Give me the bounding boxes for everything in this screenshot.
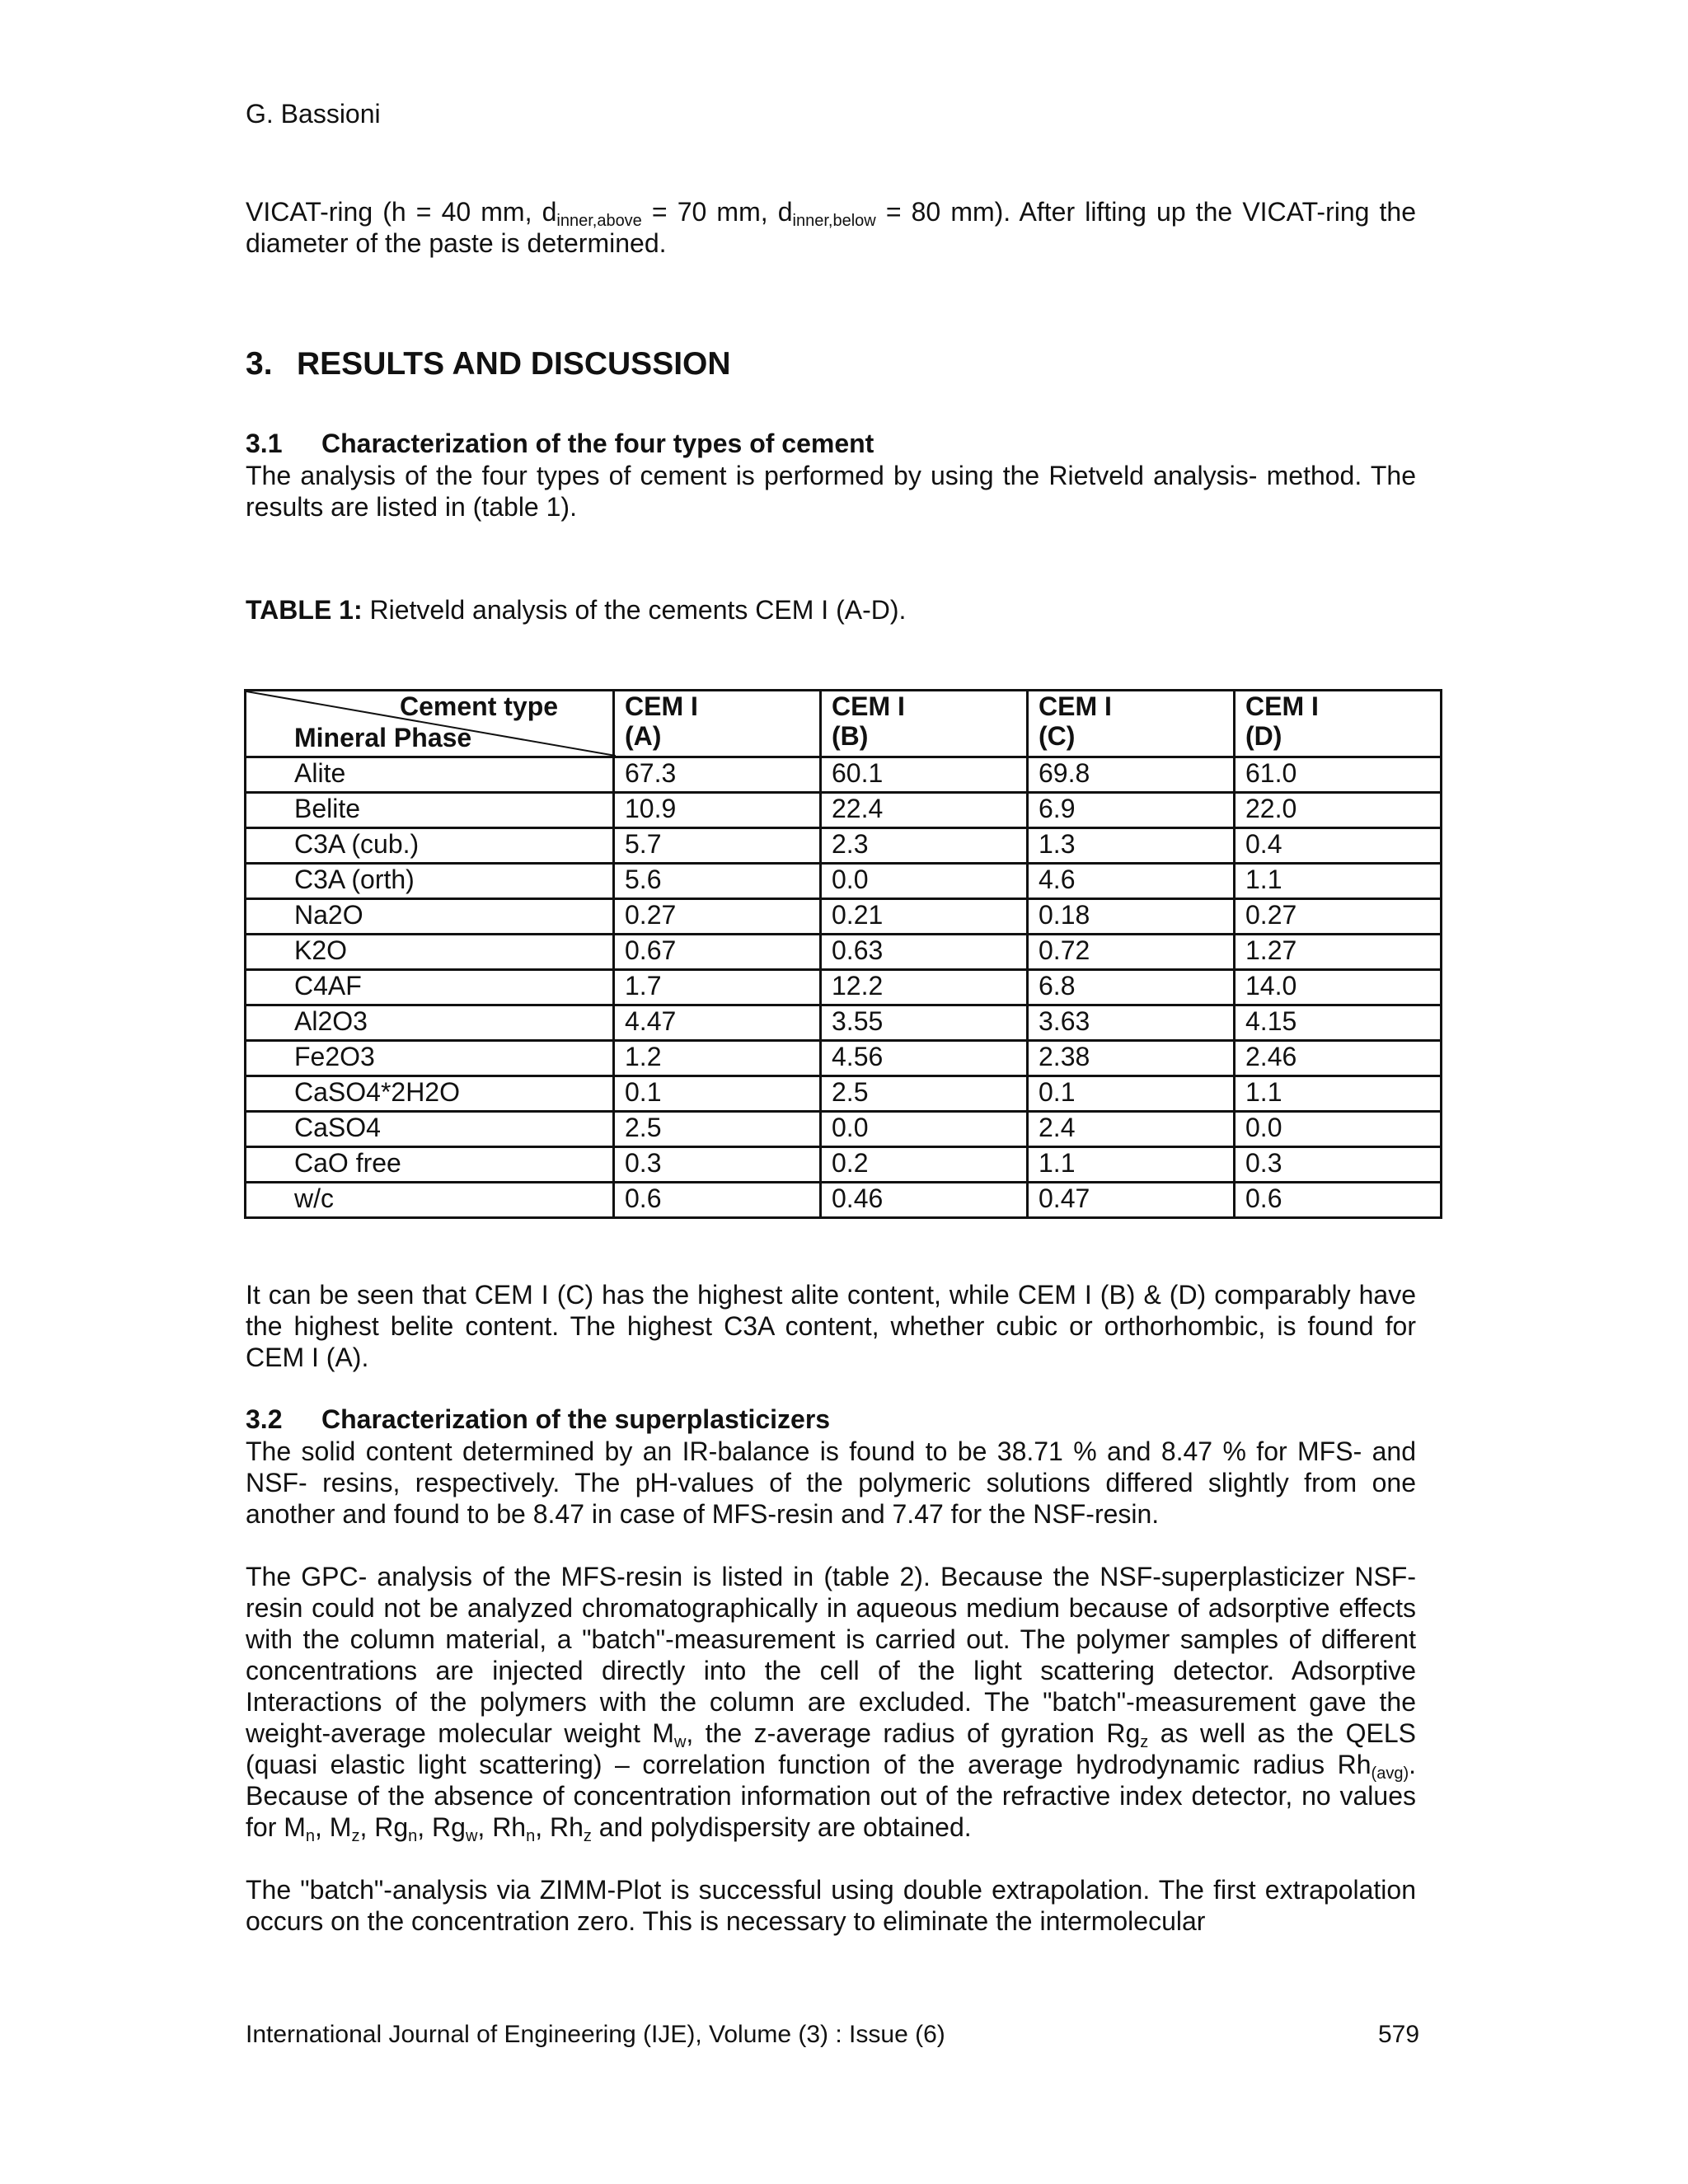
subsection-heading-3-1 — [246, 429, 874, 459]
value-cell: 6.9 — [1028, 793, 1235, 828]
table-row — [246, 757, 1442, 793]
table-row — [246, 1147, 1442, 1183]
value-cell: 0.63 — [821, 935, 1028, 970]
value-cell: 0.6 — [1235, 1183, 1442, 1218]
subsection-number: 3.1 — [246, 429, 283, 458]
column-header: CEM I (A) — [614, 691, 821, 757]
table-body — [246, 757, 1442, 1218]
running-head-author: G. Bassioni — [246, 99, 381, 129]
mineral-phase-cell: CaSO4*2H2O — [246, 1076, 614, 1112]
value-cell: 0.0 — [821, 1112, 1028, 1147]
value-cell: 2.4 — [1028, 1112, 1235, 1147]
value-cell: 2.38 — [1028, 1041, 1235, 1076]
table-caption — [246, 595, 906, 626]
value-cell: 22.4 — [821, 793, 1028, 828]
page-number: 579 — [1378, 2021, 1420, 2048]
value-cell: 1.7 — [614, 970, 821, 1005]
column-header: CEM I (C) — [1028, 691, 1235, 757]
subsection-heading-3-2 — [246, 1404, 830, 1435]
value-cell: 3.55 — [821, 1005, 1028, 1041]
intro-text: = 70 mm, d — [641, 197, 793, 227]
subsection-title: Characterization of the superplasticizers — [321, 1404, 831, 1434]
value-cell: 2.5 — [614, 1112, 821, 1147]
value-cell: 60.1 — [821, 757, 1028, 793]
column-header: CEM I (B) — [821, 691, 1028, 757]
value-cell: 0.27 — [1235, 899, 1442, 935]
zimm-paragraph — [246, 1874, 1416, 1937]
table-row — [246, 1076, 1442, 1112]
value-cell: 4.47 — [614, 1005, 821, 1041]
table-row — [246, 1005, 1442, 1041]
gpc-paragraph: The GPC- analysis of the MFS-resin is listed in (table 2). Because the NSF-superplasticizer NSF-resin could not be analyzed chromatographically in aqueous medium because of adsorptive effects with the column material, a "batch"-measurement is carried out. The polymer samples of different concentrations are injected directly into the cell of the light scattering detector. Adsorptive Interactions of the polymers with the column are excluded. The "batch"-measurement gave the weight-average molecular weight $M_w$, the z-average radius of gyration $Rg_z$ as well as the QELS (quasi elastic light scattering) – correlation function of the average hydrodynamic radius $Rh_{(avg)}$. Because of the absence of concentration information out of the refractive index detector, no values for $M_n$, $M_z$, $Rg_n$, $Rg_w$, $Rh_n$, $Rh_z$ and polydispersity are obtained. — [246, 1562, 1417, 1845]
paragraph: The analysis of the four types of cement is performed by using the Rietveld analysis- method. The results are listed in (table 1). — [246, 461, 1416, 522]
subsection-number: 3.2 — [246, 1404, 283, 1434]
paragraph: The "batch"-analysis via ZIMM-Plot is successful using double extrapolation. The first extrapolation occurs on the concentration zero. This is necessary to eliminate the intermolecular — [246, 1875, 1416, 1936]
mineral-phase-cell: K2O — [246, 935, 614, 970]
value-cell: 0.27 — [614, 899, 821, 935]
value-cell: 4.56 — [821, 1041, 1028, 1076]
footer-journal: International Journal of Engineering (IJE), Volume (3) : Issue (6) — [246, 2021, 945, 2048]
value-cell: 2.3 — [821, 828, 1028, 864]
intro-text: = 80 mm). After lifting up the VICAT-ring the diameter of the paste is determined. — [246, 197, 1417, 258]
value-cell: 0.4 — [1235, 828, 1442, 864]
mineral-phase-cell: Na2O — [246, 899, 614, 935]
table-row — [246, 970, 1442, 1005]
value-cell: 0.1 — [1028, 1076, 1235, 1112]
column-header: CEM I (D) — [1235, 691, 1442, 757]
value-cell: 0.72 — [1028, 935, 1235, 970]
rietveld-table — [244, 689, 1442, 1219]
table-row — [246, 935, 1442, 970]
mineral-phase-cell: Fe2O3 — [246, 1041, 614, 1076]
value-cell: 14.0 — [1235, 970, 1442, 1005]
subsection-3-2-text — [246, 1436, 1416, 1530]
value-cell: 61.0 — [1235, 757, 1442, 793]
table-header-row — [246, 691, 1442, 757]
table-row — [246, 1183, 1442, 1218]
table-caption-text: Rietveld analysis of the cements CEM I (A-D). — [362, 595, 907, 625]
value-cell: 2.46 — [1235, 1041, 1442, 1076]
intro-sub: inner,above — [556, 212, 642, 230]
mineral-phase-cell: CaO free — [246, 1147, 614, 1183]
paragraph: It can be seen that CEM I (C) has the highest alite content, while CEM I (B) & (D) comparably have the highest belite content. The highest C3A content, whether cubic or orthorhombic, is found for CEM I (A). — [246, 1280, 1416, 1372]
value-cell: 0.0 — [821, 864, 1028, 899]
table-row — [246, 793, 1442, 828]
mineral-phase-cell: C4AF — [246, 970, 614, 1005]
value-cell: 69.8 — [1028, 757, 1235, 793]
paragraph: The solid content determined by an IR-balance is found to be 38.71 % and 8.47 % for MFS- and NSF- resins, respectively. The pH-values of the polymeric solutions differed slightly from one another and found to be 8.47 in case of MFS-resin and 7.47 for the NSF-resin. — [246, 1436, 1416, 1529]
subsection-title: Characterization of the four types of cement — [321, 429, 874, 458]
value-cell: 5.7 — [614, 828, 821, 864]
value-cell: 4.15 — [1235, 1005, 1442, 1041]
mineral-phase-cell: w/c — [246, 1183, 614, 1218]
value-cell: 1.1 — [1028, 1147, 1235, 1183]
table-row — [246, 899, 1442, 935]
value-cell: 1.1 — [1235, 864, 1442, 899]
value-cell: 12.2 — [821, 970, 1028, 1005]
value-cell: 0.21 — [821, 899, 1028, 935]
intro-paragraph — [246, 196, 1416, 259]
value-cell: 4.6 — [1028, 864, 1235, 899]
value-cell: 1.1 — [1235, 1076, 1442, 1112]
header-mineral-phase: Mineral Phase — [294, 723, 472, 752]
mineral-phase-cell: Belite — [246, 793, 614, 828]
value-cell: 6.8 — [1028, 970, 1235, 1005]
value-cell: 0.0 — [1235, 1112, 1442, 1147]
mineral-phase-cell: CaSO4 — [246, 1112, 614, 1147]
mineral-phase-cell: C3A (cub.) — [246, 828, 614, 864]
table-row — [246, 828, 1442, 864]
value-cell: 67.3 — [614, 757, 821, 793]
table-row — [246, 864, 1442, 899]
mineral-phase-cell: Alite — [246, 757, 614, 793]
mineral-phase-cell: Al2O3 — [246, 1005, 614, 1041]
intro-sub: inner,below — [792, 212, 876, 230]
value-cell: 0.2 — [821, 1147, 1028, 1183]
intro-text: VICAT-ring (h = 40 mm, d — [246, 197, 557, 227]
table-row — [246, 1112, 1442, 1147]
value-cell: 0.3 — [1235, 1147, 1442, 1183]
table-corner-cell — [246, 691, 614, 757]
table-caption-label: TABLE 1: — [246, 595, 363, 625]
value-cell: 0.1 — [614, 1076, 821, 1112]
value-cell: 0.6 — [614, 1183, 821, 1218]
subsection-3-1-text — [246, 460, 1416, 523]
table-row — [246, 1041, 1442, 1076]
value-cell: 5.6 — [614, 864, 821, 899]
section-heading — [246, 346, 731, 382]
header-cement-type: Cement type — [400, 691, 559, 721]
value-cell: 1.2 — [614, 1041, 821, 1076]
value-cell: 0.18 — [1028, 899, 1235, 935]
value-cell: 22.0 — [1235, 793, 1442, 828]
value-cell: 1.27 — [1235, 935, 1442, 970]
value-cell: 10.9 — [614, 793, 821, 828]
after-table-paragraph — [246, 1279, 1416, 1373]
value-cell: 2.5 — [821, 1076, 1028, 1112]
section-number: 3. — [246, 346, 273, 382]
value-cell: 0.3 — [614, 1147, 821, 1183]
value-cell: 0.46 — [821, 1183, 1028, 1218]
value-cell: 0.47 — [1028, 1183, 1235, 1218]
value-cell: 3.63 — [1028, 1005, 1235, 1041]
value-cell: 1.3 — [1028, 828, 1235, 864]
mineral-phase-cell: C3A (orth) — [246, 864, 614, 899]
section-title: RESULTS AND DISCUSSION — [297, 346, 731, 382]
value-cell: 0.67 — [614, 935, 821, 970]
